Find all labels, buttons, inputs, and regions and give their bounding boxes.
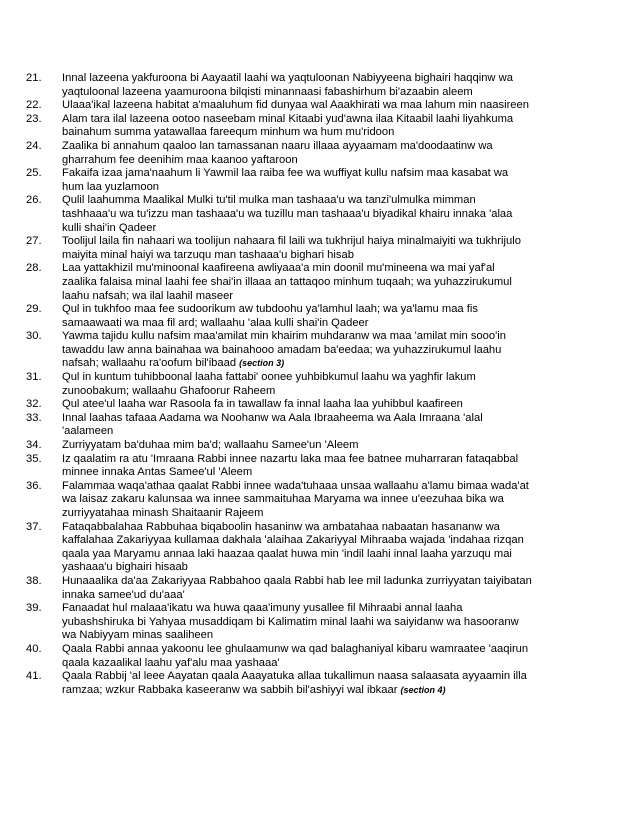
verse-text bbox=[62, 303, 618, 330]
verse-body: Qaala Rabbij 'al leee Aayatan qaala Aaayatuka allaa tukallimun naasa salaasata ayyaamin illa ramzaa; wzkur Rabbaka kaseeranw wa sabbih bil'ashiyyi wal ibkaar bbox=[62, 670, 527, 696]
verse-text bbox=[62, 439, 618, 453]
verse-text bbox=[62, 670, 618, 697]
verse-row bbox=[26, 480, 618, 521]
verse-text bbox=[62, 113, 618, 140]
verse-row bbox=[26, 575, 618, 602]
verse-body: Fanaadat hul malaaa'ikatu wa huwa qaaa'imuny yusallee fil Mihraabi annal laaha yubashshiruka bi Yahyaa musaddiqam bi Kalimatim minal laahi wa saiyidanw wa hasooranw wa Nabiyyam minas saaliheen bbox=[62, 602, 519, 642]
verse-body: Hunaaalika da'aa Zakariyyaa Rabbahoo qaala Rabbi hab lee mil ladunka zurriyyatan taiyibatan innaka samee'ud du'aaa' bbox=[62, 574, 532, 601]
verse-body: Laa yattakhizil mu'minoonal kaafireena awliyaaa'a min doonil mu'mineena wa mai yaf'al zaalika falaisa minal laahi fee shai'in illaaa an tattaqoo minhum tuqaah; wa yuhazzirukumul laahu nafsah; wa ilal laahil maseer bbox=[62, 262, 512, 302]
verse-body: Yawma tajidu kullu nafsim maa'amilat min khairim muhdaranw wa maa 'amilat min sooo'in tawaddu law anna bainahaa wa bainahooo amadam ba'eedaa; wa yuhazzirukumul laahu nafsah; wallaahu ra'oofum bil'ibaad bbox=[62, 330, 506, 370]
verse-number: 28. bbox=[26, 262, 42, 275]
verse-number: 36. bbox=[26, 479, 42, 492]
verse-row bbox=[26, 439, 618, 453]
verse-row bbox=[26, 602, 618, 643]
verse-row bbox=[26, 303, 618, 330]
verse-number: 41. bbox=[26, 670, 42, 683]
verse-number: 30. bbox=[26, 330, 42, 343]
verse-number: 27. bbox=[26, 235, 42, 248]
verse-body: Qaala Rabbi annaa yakoonu lee ghulaamunw wa qad balaghaniyal kibaru wamraatee 'aaqirun qaala kazaalikal laahu yaf'alu maa yashaaa' bbox=[62, 642, 529, 669]
verse-number: 32. bbox=[26, 398, 42, 411]
verse-row bbox=[26, 643, 618, 670]
verse-number: 40. bbox=[26, 642, 42, 655]
verse-number: 25. bbox=[26, 167, 42, 180]
verse-number: 23. bbox=[26, 112, 42, 125]
verse-row bbox=[26, 194, 618, 235]
verse-number: 22. bbox=[26, 99, 42, 112]
verse-row bbox=[26, 453, 618, 480]
verse-text bbox=[62, 140, 618, 167]
verse-number: 26. bbox=[26, 194, 42, 207]
verse-row bbox=[26, 99, 618, 113]
verse-number: 33. bbox=[26, 411, 42, 424]
verse-row bbox=[26, 140, 618, 167]
verse-text bbox=[62, 480, 618, 521]
section-note: (section 4) bbox=[400, 684, 446, 695]
verse-text bbox=[62, 99, 618, 113]
verse-body: Zurriyyatam ba'duhaa mim ba'd; wallaahu Samee'un 'Aleem bbox=[62, 439, 359, 452]
verse-row bbox=[26, 371, 618, 398]
verse-body: Falammaa waqa'athaa qaalat Rabbi innee wada'tuhaaa unsaa wallaahu a'lamu bimaa wada'at wa laisaz zakaru kalunsaa wa innee sammaituhaa Maryama wa innee u'eezuhaa bika wa zurriyyatahaa minash Shaitaanir Rajeem bbox=[62, 479, 529, 519]
verse-text bbox=[62, 521, 618, 575]
section-note: (section 3) bbox=[239, 358, 285, 369]
verse-body: Ulaaa'ikal lazeena habitat a'maaluhum fid dunyaa wal Aaakhirati wa maa lahum min naasireen bbox=[62, 99, 529, 112]
verse-number: 39. bbox=[26, 602, 42, 615]
verse-row bbox=[26, 167, 618, 194]
verse-row bbox=[26, 72, 618, 99]
verse-text bbox=[62, 643, 618, 670]
verse-body: Toolijul laila fin nahaari wa toolijun nahaara fil laili wa tukhrijul haiya minalmaiyiti wa tukhrijulo maiyita minal haiyi wa tarzuqu man tashaaa'u bighari hisab bbox=[62, 235, 521, 261]
verse-row bbox=[26, 113, 618, 140]
verse-text bbox=[62, 602, 618, 643]
verse-body: Qul atee'ul laaha war Rasoola fa in tawallaw fa innal laaha laa yuhibbul kaafireen bbox=[62, 398, 463, 411]
verse-number: 38. bbox=[26, 574, 42, 587]
verse-body: Iz qaalatim ra atu 'Imraana Rabbi innee nazartu laka maa fee batnee muharraran fataqabbal minnee innaka Antas Samee'ul 'Aleem bbox=[62, 452, 519, 479]
verse-list bbox=[26, 72, 618, 697]
verse-text bbox=[62, 330, 618, 371]
verse-body: Zaalika bi annahum qaaloo lan tamassanan naaru illaaa ayyaamam ma'doodaatinw wa gharrahum fee deenihim maa kaanoo yaftaroon bbox=[62, 139, 493, 166]
verse-row bbox=[26, 262, 618, 303]
verse-row bbox=[26, 398, 618, 412]
verse-body: Innal laahas tafaaa Aadama wa Noohanw wa Aala Ibraaheema wa Aala Imraana 'alal 'aalameen bbox=[62, 411, 483, 438]
verse-number: 37. bbox=[26, 520, 42, 533]
verse-body: Qulil laahumma Maalikal Mulki tu'til mulka man tashaaa'u wa tanzi'ulmulka mimman tashhaaa'u wa tu'izzu man tashaaa'u wa tuzillu man tashaaa'u biyadikal khairu innaka 'alaa kulli shai'in Qadeer bbox=[62, 194, 513, 234]
verse-number: 29. bbox=[26, 303, 42, 316]
verse-row bbox=[26, 521, 618, 575]
verse-number: 21. bbox=[26, 72, 42, 84]
verse-text bbox=[62, 235, 618, 262]
verse-row bbox=[26, 670, 618, 697]
verse-text bbox=[62, 453, 618, 480]
verse-row bbox=[26, 412, 618, 439]
verse-body: Qul in kuntum tuhibboonal laaha fattabi' oonee yuhbibkumul laahu wa yaghfir lakum zunoobakum; wallaahu Ghafoorur Raheem bbox=[62, 371, 476, 397]
verse-number: 24. bbox=[26, 139, 42, 152]
verse-text bbox=[62, 72, 618, 99]
verse-body: Fakaifa izaa jama'naahum li Yawmil laa raiba fee wa wuffiyat kullu nafsim maa kasabat wa hum laa yuzlamoon bbox=[62, 167, 509, 193]
verse-text bbox=[62, 167, 618, 194]
verse-row bbox=[26, 330, 618, 371]
verse-text bbox=[62, 575, 618, 602]
verse-number: 35. bbox=[26, 452, 42, 465]
verse-text bbox=[62, 398, 618, 412]
verse-text bbox=[62, 412, 618, 439]
verse-body: Innal lazeena yakfuroona bi Aayaatil laahi wa yaqtuloonan Nabiyyeena bighairi haqqinw wa yaqtuloonal lazeena yaamuroona bilqisti minannaasi fabashirhum bi'azaabin aleem bbox=[62, 72, 513, 98]
verse-row bbox=[26, 235, 618, 262]
verse-body: Alam tara ilal lazeena ootoo naseebam minal Kitaabi yud'awna ilaa Kitaabil laahi liyahkuma bainahum summa yatawallaa fareequm minhum wa hum mu'ridoon bbox=[62, 112, 514, 139]
verse-body: Qul in tukhfoo maa fee sudoorikum aw tubdoohu ya'lamhul laah; wa ya'lamu maa fis samaawaati wa maa fil ard; wallaahu 'alaa kulli shai'in Qadeer bbox=[62, 303, 478, 329]
verse-text bbox=[62, 194, 618, 235]
verse-text bbox=[62, 262, 618, 303]
verse-number: 31. bbox=[26, 371, 42, 384]
verse-text bbox=[62, 371, 618, 398]
verse-number: 34. bbox=[26, 439, 42, 452]
verse-body: Fataqabbalahaa Rabbuhaa biqaboolin hasaninw wa ambatahaa nabaatan hasananw wa kaffalahaa Zakariyyaa kullamaa dakhala 'alaihaa Zakariyyal Mihraaba wajada 'indahaa rizqan qaala yaa Maryamu annaa laki haazaa qaalat huwa min 'indil laahi innal laaha yarzuqu mai yashaaa'u bighairi hisaab bbox=[62, 520, 524, 574]
